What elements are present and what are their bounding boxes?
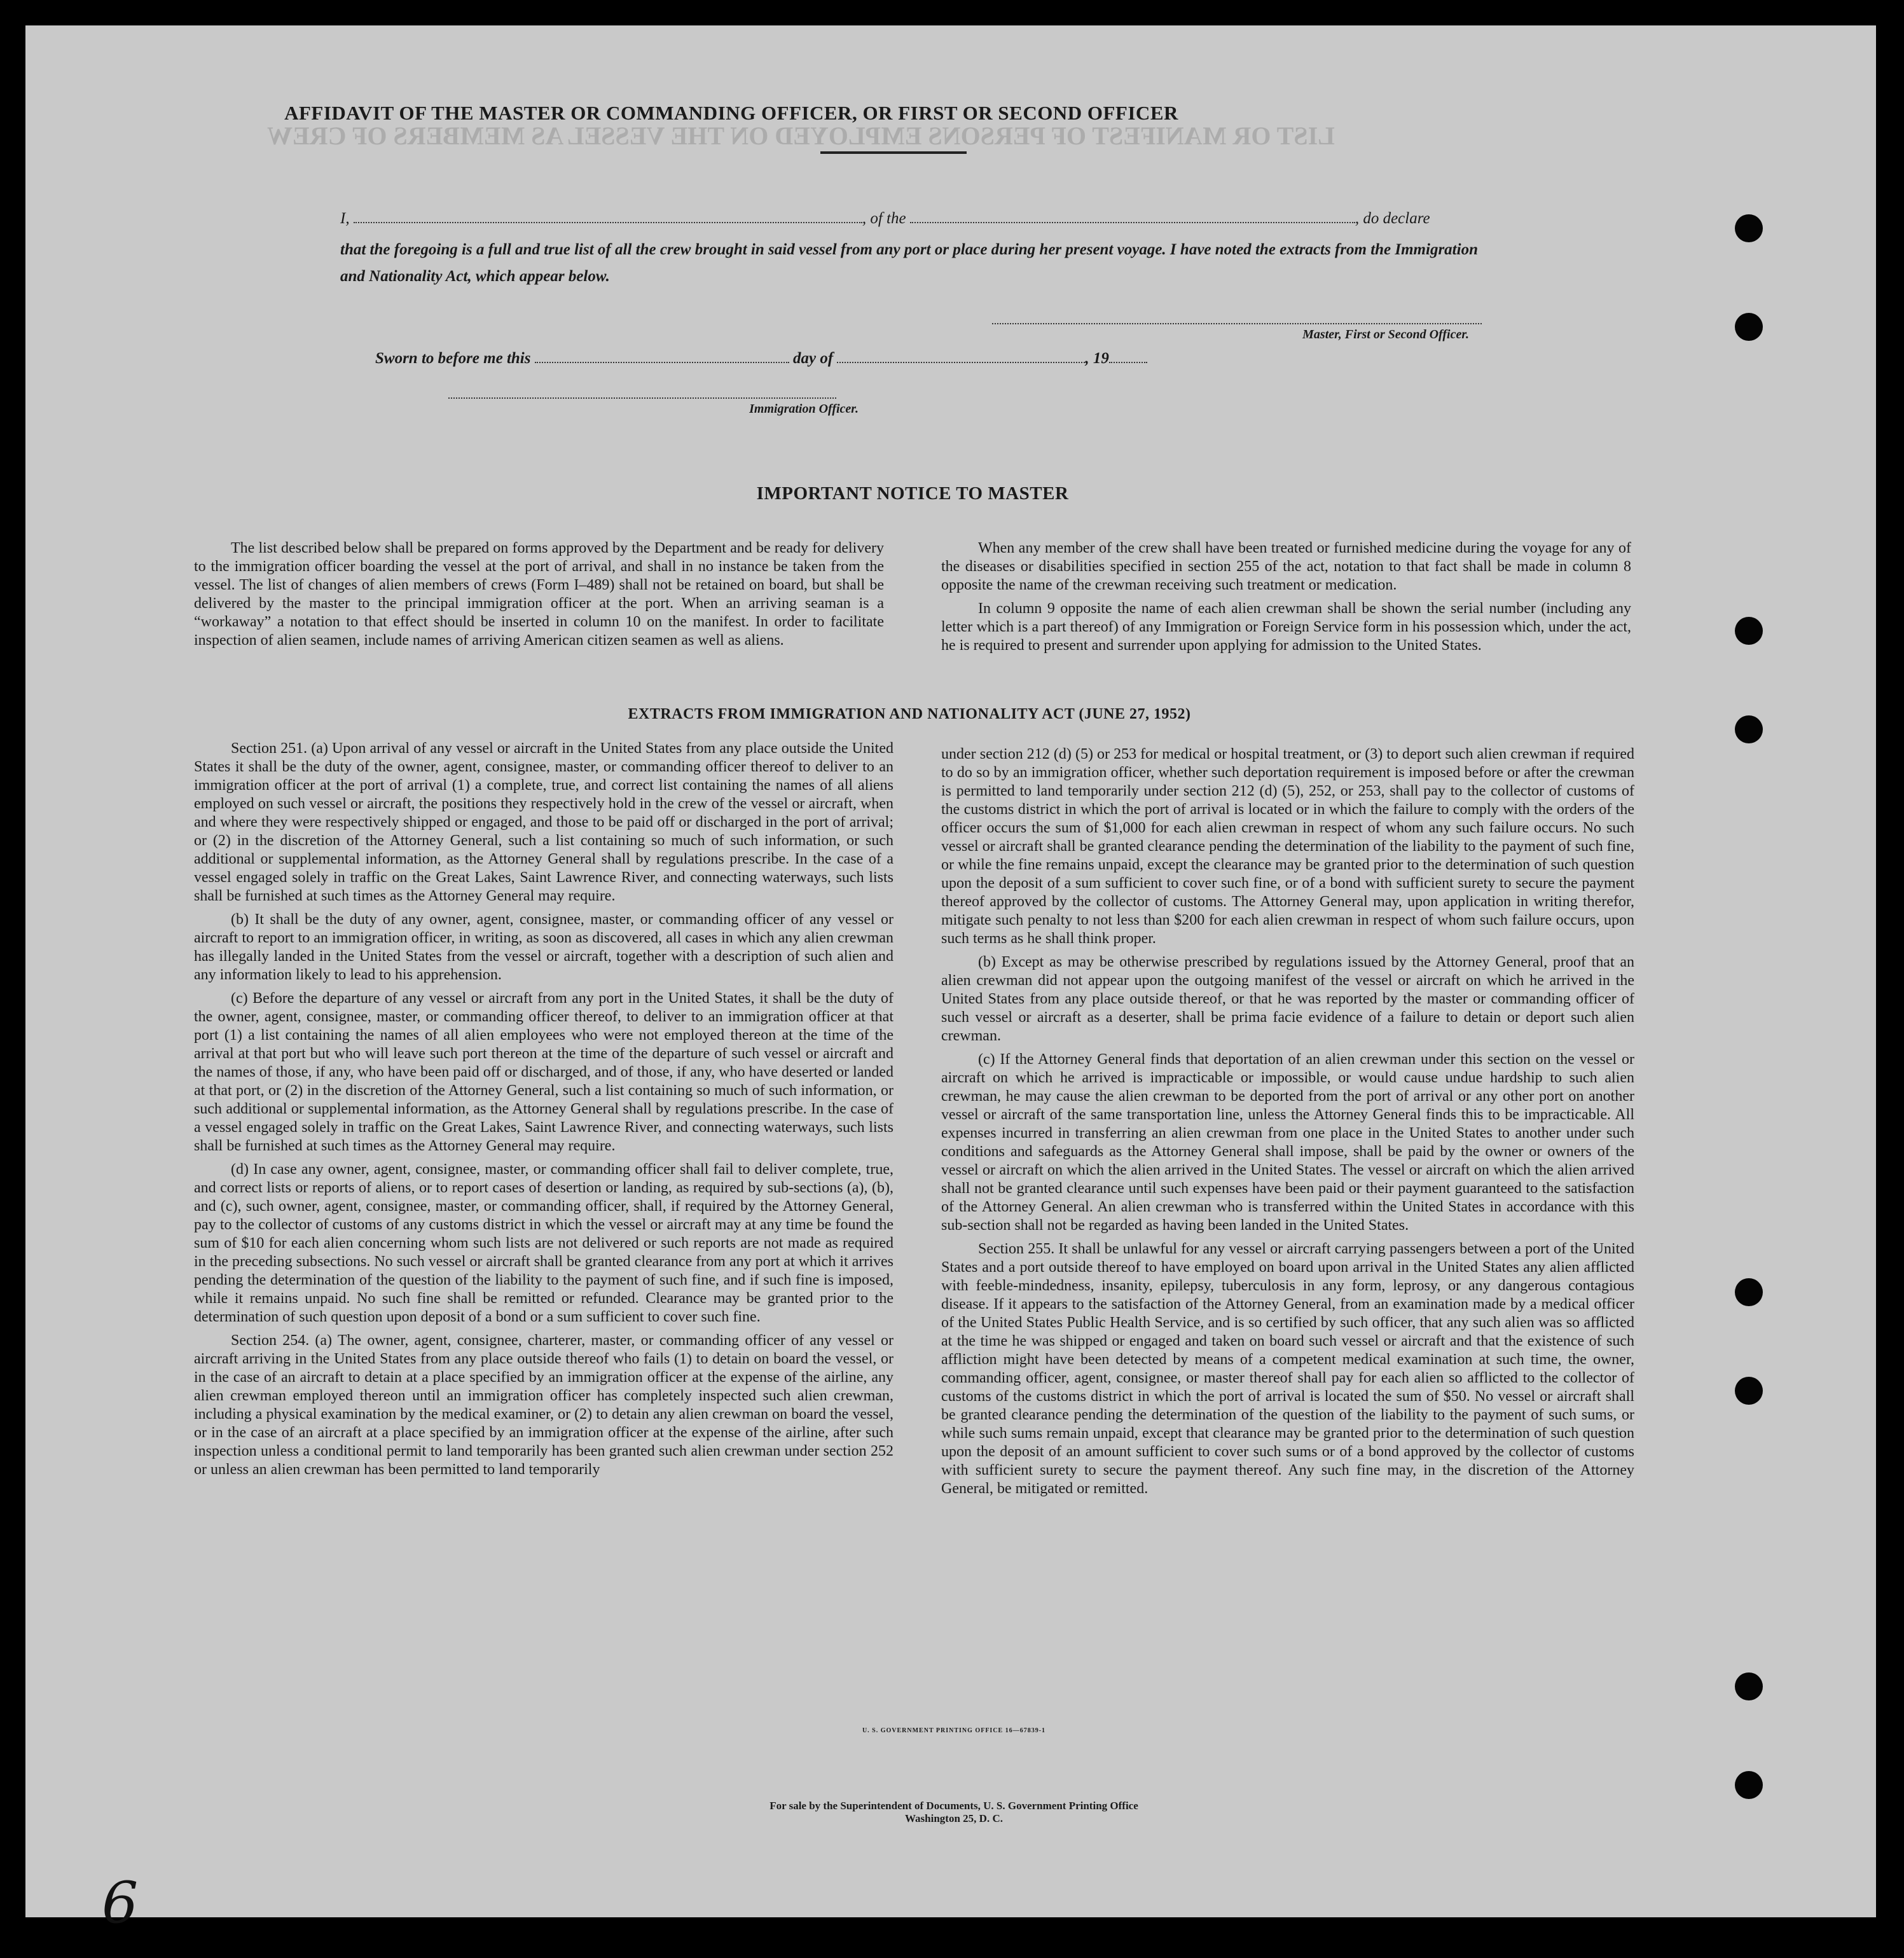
sale-notice	[572, 1800, 1335, 1825]
bleed-through-header: LIST OR MANIFEST OF PERSONS EMPLOYED ON THE VESSEL AS MEMBERS OF CREW	[267, 121, 1335, 150]
sale-line-1: For sale by the Superintendent of Documents, U. S. Government Printing Office	[769, 1800, 1138, 1812]
section-254-c: (c) If the Attorney General finds that deportation of an alien crewman under this section on the vessel or aircraft on which he arrived is impracticable or impossible, or would cause undue hardship to such alien crewman, he may cause the alien crewman to be deported from the port of arrival or any other port on another vessel or aircraft of the same transportation line, unless the Attorney General finds this to be impracticable. All expenses incurred in transferring an alien crewman from one place in the United States to another under such conditions and safeguards as the Attorney General shall impose, shall be paid by the owner or owners of the vessel or aircraft on which the alien arrived in the United States. The vessel or aircraft on which the alien arrived shall not be granted clearance until such expenses have been paid or their payment guaranteed to the satisfaction of the Attorney General. An alien crewman who is transferred within the United States in accordance with this sub-section shall not be regarded as having been landed in the United States.	[941, 1051, 1634, 1234]
of-the-label: , of the	[862, 210, 906, 227]
section-254-a: Section 254. (a) The owner, agent, consignee, charterer, master, or commanding officer of any vessel or aircraft arriving in the United States from any place outside thereof who fails (1) to detain on board the vessel, or in the case of an aircraft to detain at a place specified by an immigration officer at the expense of the airline, any alien crewman employed thereon until an immigration officer has completely inspected such alien crewman, including a physical examination by the medical examiner, or (2) to detain any alien crewman on board the vessel, or in the case of an aircraft at a place specified by an immigration officer at the expense of the airline, after such inspection unless a conditional permit to land temporarily has been granted such alien crewman under section 252 or unless an alien crewman has been permitted to land temporarily	[194, 1332, 893, 1478]
year-label: , 19	[1085, 350, 1109, 367]
section-254-a-continued: under section 212 (d) (5) or 253 for medical or hospital treatment, or (3) to deport such alien crewman if required to do so by an immigration officer, whether such deportation requirement is imposed before or after the crewman is permitted to land temporarily under section 212 (d) (5), 252, or 253, shall pay to the collector of customs of the customs district in which the port of arrival is located or in which the failure to comply with the orders of the officer occurs the sum of $1,000 for each alien crewman in respect of whom any such failure occurs. No such vessel or aircraft shall be granted clearance pending the determination of the liability to the payment of such fine, or while the fine remains unpaid, except the clearance may be granted prior to the determination of such question upon the deposit of a sum sufficient to cover such fine, or of a bond with sufficient surety to secure the payment thereof approved by the collector of customs. The Attorney General may, upon application in writing therefor, mitigate such penalty to not less than $200 for each alien crewman in respect of whom such failure occurs, upon such terms as he shall think proper.	[941, 746, 1634, 947]
title-underline	[820, 151, 967, 154]
section-251-d: (d) In case any owner, agent, consignee, master, or commanding officer shall fail to deliver complete, true, and correct lists or reports of aliens, or to report cases of desertion or landing, as required by sub-sections (a), (b), and (c), such owner, agent, consignee, master, or commanding officer, shall, if required by the Attorney General, pay to the collector of customs of any customs district in which the vessel or aircraft may at any time be found the sum of $10 for each alien concerning whom such lists are not delivered or such reports are not made as required in the preceding subsections. No such vessel or aircraft shall be granted clearance from any port at which it arrives pending the determination of the question of the liability to the payment of such fine, and if such fine is imposed, while it remains unpaid. No such fine shall be remitted or refunded. Clearance may be granted prior to the determination of such question upon deposit of a bond or a sum sufficient to cover such fine.	[194, 1161, 893, 1325]
sworn-year-blank[interactable]	[1109, 352, 1147, 363]
section-251-c: (c) Before the departure of any vessel or aircraft from any port in the United States, it shall be the duty of the owner, agent, consignee, master, or commanding officer thereof, to deliver to an immigration officer at that port (1) a list containing the names of all alien employees who were not employed thereon at the time of the arrival at that port but who will leave such port thereon at the time of the departure of such vessel or aircraft and the names of those, if any, who have been paid off or discharged, and of those, if any, who have deserted or landed at that port, or (2) in the discretion of the Attorney General, such a list containing so much of such information, or such additional or supplemental information, as the Attorney General shall by regulations prescribe. In the case of a vessel engaged solely in traffic on the Great Lakes, Saint Lawrence River, and connecting waterways, such lists shall be furnished at such times as the Attorney General may require.	[194, 990, 893, 1154]
section-255: Section 255. It shall be unlawful for any vessel or aircraft carrying passengers between a port of the United States and a port outside thereof to have employed on board upon arrival in the United States any alien afflicted with feeble-mindedness, insanity, epilepsy, tuberculosis in any form, leprosy, or any dangerous contagious disease. If it appears to the satisfaction of the Attorney General, from an examination made by a medical officer of the United States Public Health Service, and is so certified by such officer, that any such alien was so afflicted at the time he was shipped or engaged and taken on board such vessel or aircraft and that the existence of such affliction might have been detected by means of a competent medical examination at such time, the owner, commanding officer, agent, consignee, or master thereof shall pay for each alien so afflicted to the collector of customs of the customs district in which the port of arrival is located the sum of $50. No vessel or aircraft shall be granted clearance pending the determination of the question of the liability to the payment of such sums, or while such sums remain unpaid, except that clearance may be granted prior to the determination of such question upon the deposit of an amount sufficient to cover such sums or of a bond approved by the collector of customs with sufficient surety to secure the payment thereof. Any such fine may, in the discretion of the Attorney General, be mitigated or remitted.	[941, 1241, 1634, 1497]
name-blank[interactable]	[354, 210, 862, 223]
sale-line-2: Washington 25, D. C.	[905, 1812, 1003, 1824]
sworn-day-blank[interactable]	[535, 352, 789, 363]
handwritten-page-number: 6	[102, 1870, 139, 1936]
extracts-title: EXTRACTS FROM IMMIGRATION AND NATIONALITY ACT (JUNE 27, 1952)	[628, 706, 1191, 722]
do-declare-label: , do declare	[1355, 210, 1430, 227]
punch-hole	[1735, 617, 1763, 645]
section-254-b: (b) Except as may be otherwise prescribed by regulations issued by the Attorney General, proof that an alien crewman did not appear upon the outgoing manifest of the vessel or aircraft on which he arrived in the United States from any place outside thereof, or that he was reported by the master or commanding officer of such vessel or aircraft as a deserter, shall be prima facie evidence of a failure to detain or deport such alien crewman.	[941, 954, 1634, 1044]
immigration-officer-label: Immigration Officer.	[749, 402, 859, 416]
sworn-line	[375, 350, 1266, 368]
notice-paragraph: The list described below shall be prepared on forms approved by the Department and be ready for delivery to the immigration officer boarding the vessel at the port of arrival, and shall in no instance be taken from the vessel. The list of changes of alien members of crews (Form I–489) shall not be retained on board, but shall be delivered by the master to the principal immigration officer at the port. When an arriving seaman is a “workaway” a notation to that effect should be inserted in column 10 on the manifest. In order to facilitate inspection of alien seamen, include names of arriving American citizen seamen as well as aliens.	[194, 540, 884, 649]
declaration-fill-line	[340, 210, 1485, 228]
section-251-b: (b) It shall be the duty of any owner, agent, consignee, master, or commanding officer of any vessel or aircraft to report to an immigration officer, in writing, as soon as discovered, all cases in which any alien crewman has illegally landed in the United States from the vessel or aircraft, together with a description of such alien and any information likely to lead to his apprehension.	[194, 911, 893, 983]
master-signature-label: Master, First or Second Officer.	[1302, 327, 1469, 341]
notice-left-column	[194, 539, 884, 655]
notice-title: IMPORTANT NOTICE TO MASTER	[756, 483, 1069, 504]
punch-hole	[1735, 214, 1763, 242]
punch-hole	[1735, 715, 1763, 743]
notice-paragraph: When any member of the crew shall have been treated or furnished medicine during the voyage for any of the diseases or disabilities specified in section 255 of the act, notation to that fact shall be made in column 8 opposite the name of the crewman receiving such treatment or medication.	[941, 540, 1631, 593]
punch-hole	[1735, 313, 1763, 341]
notice-paragraph: In column 9 opposite the name of each alien crewman shall be shown the serial number (including any letter which is a part thereof) of any Immigration or Foreign Service form in his possession which, under the act, he is required to present and surrender upon applying for admission to the United States.	[941, 600, 1631, 654]
punch-hole	[1735, 1278, 1763, 1306]
punch-hole	[1735, 1672, 1763, 1700]
sworn-label: Sworn to before me this	[375, 350, 531, 367]
extracts-right-column	[941, 745, 1634, 1503]
section-251-a: Section 251. (a) Upon arrival of any vessel or aircraft in the United States from any place outside the United States it shall be the duty of the owner, agent, consignee, master, or commanding officer thereof to deliver to an immigration officer at the port of arrival (1) a complete, true, and correct list containing the names of all aliens employed on such vessel or aircraft, the positions they respectively hold in the crew of the vessel or aircraft, when and where they were respectively shipped or engaged, and those to be paid off or discharged in the port of arrival; or (2) in the discretion of the Attorney General, such a list containing so much of such information, or such additional or supplemental information, as the Attorney General shall by regulations prescribe. In the case of a vessel engaged solely in traffic on the Great Lakes, Saint Lawrence River, and connecting waterways, such lists shall be furnished at such times as the Attorney General may require.	[194, 740, 893, 904]
punch-hole	[1735, 1377, 1763, 1405]
punch-hole	[1735, 1771, 1763, 1799]
declaration-text: that the foregoing is a full and true list of all the crew brought in said vessel from any port or place during her present voyage. I have noted the extracts from the Immigration and Nationality Act, which appear below.	[340, 241, 1478, 285]
printing-office-line: U. S. GOVERNMENT PRINTING OFFICE 16—67839-1	[862, 1727, 1046, 1734]
i-label: I,	[340, 210, 350, 227]
extracts-left-column	[194, 740, 893, 1484]
immigration-officer-signature-line[interactable]	[448, 397, 836, 399]
vessel-blank[interactable]	[910, 210, 1355, 223]
master-signature-line[interactable]	[992, 323, 1482, 324]
notice-right-column	[941, 539, 1631, 660]
affidavit-title: AFFIDAVIT OF THE MASTER OR COMMANDING OFFICER, OR FIRST OR SECOND OFFICER	[284, 102, 1178, 124]
sworn-month-blank[interactable]	[837, 352, 1085, 363]
day-of-label: day of	[792, 350, 834, 367]
